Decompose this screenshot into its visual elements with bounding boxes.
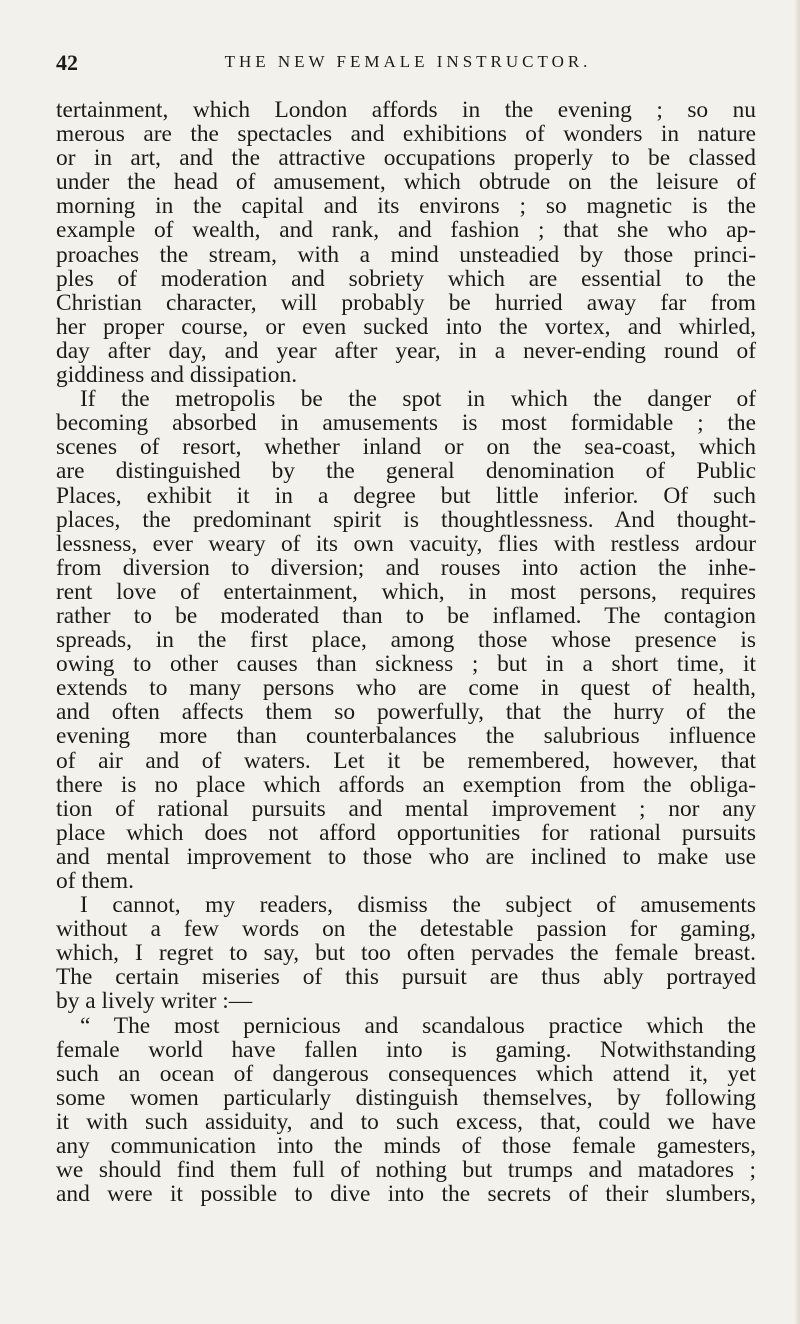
text-line: ples of moderation and sobriety which are essential to the — [56, 265, 756, 292]
text-line: places, the predominant spirit is thoughtlessness. And thought- — [56, 506, 756, 533]
text-line: some women particularly distinguish themselves, by following — [56, 1084, 756, 1111]
text-line: her proper course, or even sucked into the vortex, and whirled, — [56, 313, 756, 340]
text-line: tertainment, which London affords in the evening ; so nu — [56, 97, 756, 123]
text-line: The certain miseries of this pursuit are thus ably portrayed — [56, 964, 756, 991]
text-line: rent love of entertainment, which, in most persons, requires — [56, 578, 756, 605]
text-line: female world have fallen into is gaming. Notwithstanding — [56, 1036, 756, 1063]
text-line: morning in the capital and its environs ; so magnetic is the — [56, 193, 756, 220]
page-number: 42 — [56, 50, 78, 75]
text-line: I cannot, my readers, dismiss the subject of amusements — [80, 892, 756, 919]
text-line: giddiness and dissipation. — [56, 362, 298, 389]
text-line: such an ocean of dangerous consequences which attend it, yet — [56, 1060, 756, 1087]
text-line: becoming absorbed in amusements is most formidable ; the — [56, 410, 756, 437]
body-text — [56, 98, 756, 1206]
text-line: by a lively writer :— — [56, 988, 253, 1015]
text-line: and mental improvement to those who are inclined to make use — [56, 843, 756, 870]
text-line: and often affects them so powerfully, that the hurry of the — [56, 699, 756, 726]
text-line: there is no place which affords an exemption from the obliga- — [56, 771, 756, 798]
text-line: owing to other causes than sickness ; but in a short time, it — [56, 651, 756, 678]
text-line: proaches the stream, with a mind unsteadied by those princi- — [56, 241, 756, 268]
running-head: THE NEW FEMALE INSTRUCTOR. — [224, 52, 592, 71]
page-header — [56, 50, 760, 78]
page-edge-shadow — [794, 0, 800, 1324]
text-line: Places, exhibit it in a degree but little inferior. Of such — [56, 482, 756, 509]
text-line: tion of rational pursuits and mental improvement ; nor any — [56, 795, 756, 822]
text-line: scenes of resort, whether inland or on the sea-coast, which — [56, 434, 756, 461]
text-line: Christian character, will probably be hurried away far from — [56, 289, 756, 316]
text-line: evening more than counterbalances the salubrious influence — [56, 723, 756, 750]
text-line: which, I regret to say, but too often pervades the female breast. — [56, 940, 756, 967]
text-line: merous are the spectacles and exhibitions of wonders in nature — [56, 121, 756, 148]
text-line: from diversion to diversion; and rouses into action the inhe- — [56, 554, 756, 581]
text-line: rather to be moderated than to be inflamed. The contagion — [56, 602, 756, 629]
text-line: we should find them full of nothing but trumps and matadores ; — [56, 1157, 756, 1184]
text-line: day after day, and year after year, in a never-ending round of — [56, 337, 756, 364]
text-line: “ The most pernicious and scandalous practice which the — [80, 1012, 756, 1039]
text-line: spreads, in the first place, among those whose presence is — [56, 627, 756, 654]
text-line: lessness, ever weary of its own vacuity, flies with restless ardour — [56, 530, 756, 557]
text-line: it with such assiduity, and to such excess, that, could we have — [56, 1108, 756, 1135]
text-line: and were it possible to dive into the secrets of their slumbers, — [56, 1181, 756, 1208]
text-line: If the metropolis be the spot in which the danger of — [80, 386, 756, 413]
text-line: place which does not afford opportunities for rational pursuits — [56, 819, 756, 846]
text-line: of air and of waters. Let it be remembered, however, that — [56, 747, 756, 774]
text-line: are distinguished by the general denomination of Public — [56, 458, 756, 485]
text-line: under the head of amusement, which obtrude on the leisure of — [56, 169, 756, 196]
text-line: example of wealth, and rank, and fashion ; that she who ap- — [56, 217, 756, 244]
text-line: extends to many persons who are come in quest of health, — [56, 675, 756, 702]
text-line: or in art, and the attractive occupations properly to be classed — [56, 145, 756, 172]
text-line: of them. — [56, 868, 134, 894]
text-line: without a few words on the detestable passion for gaming, — [56, 916, 756, 943]
text-line: any communication into the minds of those female gamesters, — [56, 1133, 756, 1160]
